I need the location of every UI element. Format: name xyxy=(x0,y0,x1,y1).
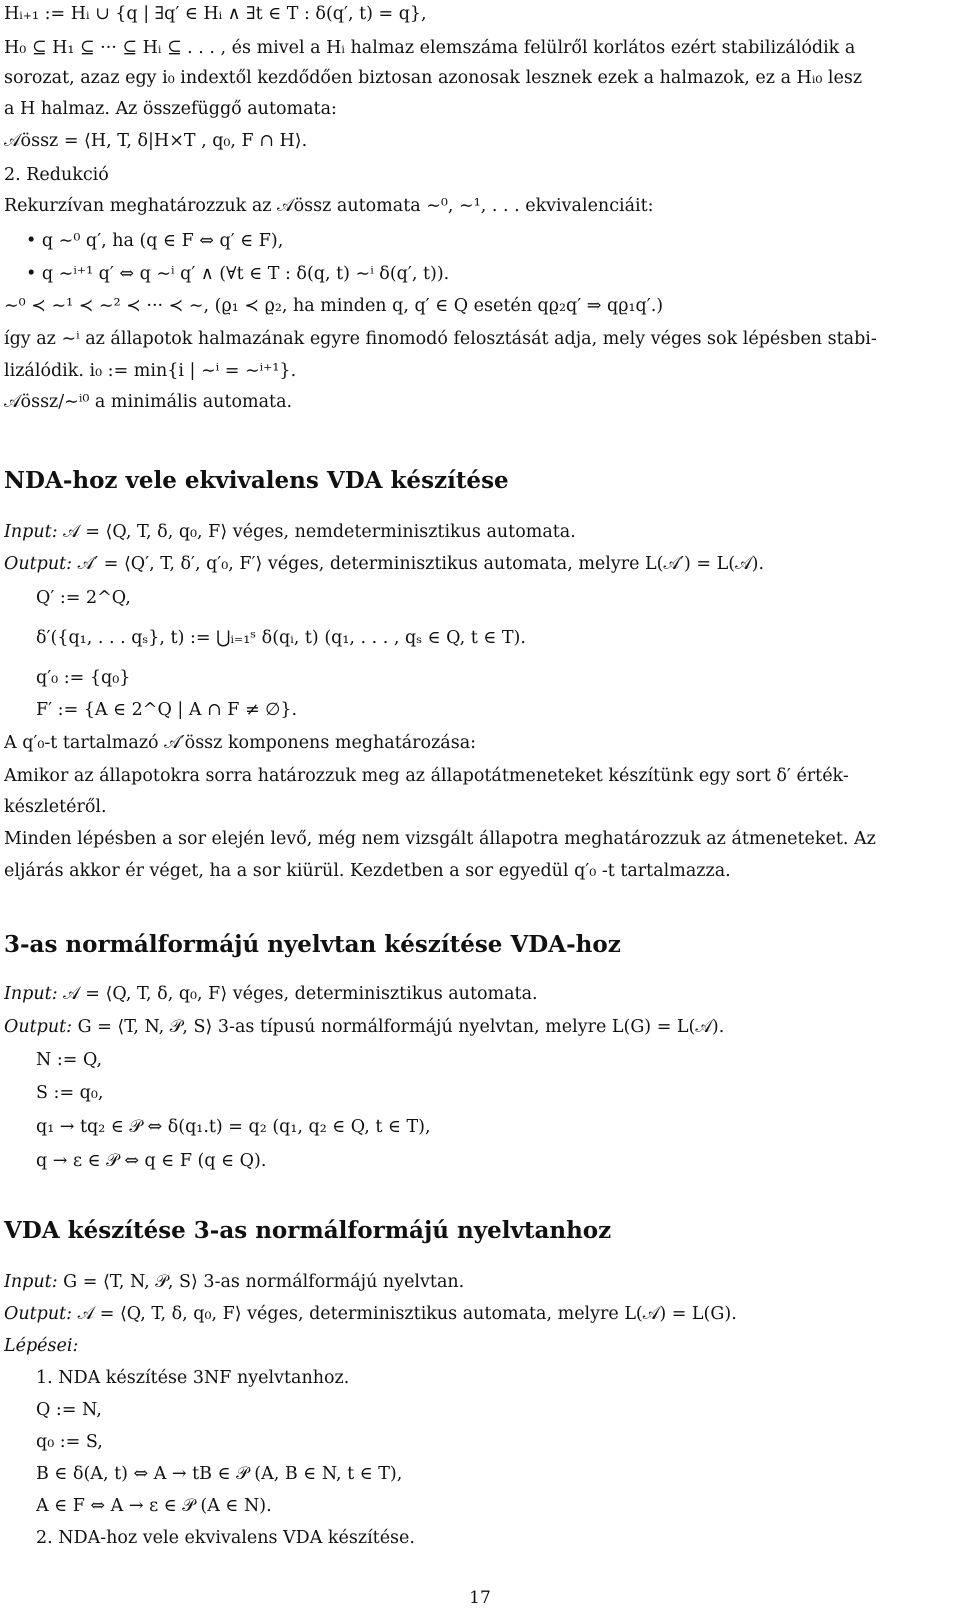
bullet-item: • q ∼⁰ q′, ha (q ∈ F ⇔ q′ ∈ F), xyxy=(26,231,284,251)
text-line: készletéről. xyxy=(4,797,107,817)
input-line xyxy=(4,982,944,1006)
output-line xyxy=(4,552,944,576)
definition-line: Q′ := 2^Q, xyxy=(36,588,131,608)
step-line: 1. NDA készítése 3NF nyelvtanhoz. xyxy=(36,1368,350,1388)
output-text: G = ⟨T, N, 𝒫, S⟩ 3-as típusú normálformájú nyelvtan, melyre L(G) = L(𝒜). xyxy=(77,1017,725,1037)
definition-line: q′₀ := {q₀} xyxy=(36,668,131,688)
input-text: G = ⟨T, N, 𝒫, S⟩ 3-as normálformájú nyelvtan. xyxy=(63,1272,465,1292)
text-line: lizálódik. i₀ := min{i | ∼ⁱ = ∼ⁱ⁺¹}. xyxy=(4,361,297,381)
definition-line: N := Q, xyxy=(36,1050,103,1070)
input-line xyxy=(4,520,944,544)
output-label: Output: xyxy=(4,554,73,574)
text-line: A q′₀-t tartalmazó 𝒜′össz komponens meghatározása: xyxy=(4,733,477,753)
definition-line: δ′({q₁, . . . qₛ}, t) := ⋃ᵢ₌₁ˢ δ(qᵢ, t) (q₁, . . . , qₛ ∈ Q, t ∈ T). xyxy=(36,628,526,648)
text-line: Minden lépésben a sor elején levő, még nem vizsgált állapotra meghatározzuk az átmeneteket. Az xyxy=(4,829,876,849)
formula-line: ∼⁰ ≺ ∼¹ ≺ ∼² ≺ ··· ≺ ∼, (ϱ₁ ≺ ϱ₂, ha minden q, q′ ∈ Q esetén qϱ₂q′ ⇒ qϱ₁q′.) xyxy=(4,296,664,316)
input-label: Input: xyxy=(4,522,58,542)
definition-line: q → ε ∈ 𝒫 ⇔ q ∈ F (q ∈ Q). xyxy=(36,1151,267,1171)
output-label: Output: xyxy=(4,1304,73,1324)
subsection-label: 2. Redukció xyxy=(4,165,109,185)
output-line xyxy=(4,1015,944,1039)
input-text: 𝒜 = ⟨Q, T, δ, q₀, F⟩ véges, nemdeterminisztikus automata. xyxy=(63,522,576,542)
output-line xyxy=(4,1302,944,1326)
step-line: 2. NDA-hoz vele ekvivalens VDA készítése. xyxy=(36,1528,415,1548)
input-line xyxy=(4,1270,944,1294)
text-line: Hᵢ₊₁ := Hᵢ ∪ {q | ∃q′ ∈ Hᵢ ∧ ∃t ∈ T : δ(q′, t) = q}, xyxy=(4,4,427,24)
formula-line: 𝒜össz = ⟨H, T, δ|H×T , q₀, F ∩ H⟩. xyxy=(4,131,308,151)
text-line: a H halmaz. Az összefüggő automata: xyxy=(4,99,337,119)
step-line: Q := N, xyxy=(36,1400,102,1420)
text-line: Rekurzívan meghatározzuk az 𝒜össz automata ∼⁰, ∼¹, . . . ekvivalenciáit: xyxy=(4,196,654,216)
step-line: B ∈ δ(A, t) ⇔ A → tB ∈ 𝒫 (A, B ∈ N, t ∈ T), xyxy=(36,1464,403,1484)
text-line: így az ∼ⁱ az állapotok halmazának egyre finomodó felosztását adja, mely véges sok lépésben stabi- xyxy=(4,329,877,349)
step-line: A ∈ F ⇔ A → ε ∈ 𝒫 (A ∈ N). xyxy=(36,1496,272,1516)
text-line: Amikor az állapotokra sorra határozzuk meg az állapotátmeneteket készítünk egy sort δ′ érték- xyxy=(4,766,849,786)
output-label: Output: xyxy=(4,1017,73,1037)
page-number: 17 xyxy=(469,1588,491,1608)
steps-label: Lépései: xyxy=(4,1336,79,1356)
text-line: H₀ ⊆ H₁ ⊆ ··· ⊆ Hᵢ ⊆ . . . , és mivel a Hᵢ halmaz elemszáma felülről korlátos ezért stabilizálódik a xyxy=(4,38,856,58)
definition-line: q₁ → tq₂ ∈ 𝒫 ⇔ δ(q₁.t) = q₂ (q₁, q₂ ∈ Q, t ∈ T), xyxy=(36,1117,431,1137)
section-heading: 3-as normálformájú nyelvtan készítése VDA-hoz xyxy=(4,931,621,958)
input-label: Input: xyxy=(4,1272,58,1292)
bullet-item: • q ∼ⁱ⁺¹ q′ ⇔ q ∼ⁱ q′ ∧ (∀t ∈ T : δ(q, t) ∼ⁱ δ(q′, t)). xyxy=(26,264,450,284)
text-line: 𝒜össz/∼ⁱ⁰ a minimális automata. xyxy=(4,392,293,412)
input-text: 𝒜 = ⟨Q, T, δ, q₀, F⟩ véges, determinisztikus automata. xyxy=(63,984,538,1004)
section-heading: NDA-hoz vele ekvivalens VDA készítése xyxy=(4,467,509,494)
definition-line: F′ := {A ∈ 2^Q | A ∩ F ≠ ∅}. xyxy=(36,700,298,720)
output-text: 𝒜′ = ⟨Q′, T, δ′, q′₀, F′⟩ véges, determinisztikus automata, melyre L(𝒜′) = L(𝒜). xyxy=(77,554,765,574)
input-label: Input: xyxy=(4,984,58,1004)
text-line: sorozat, azaz egy i₀ indextől kezdődően biztosan azonosak lesznek ezek a halmazok, ez a Hᵢ₀ lesz xyxy=(4,68,863,88)
text-line: eljárás akkor ér véget, ha a sor kiürül. Kezdetben a sor egyedül q′₀ -t tartalmazza. xyxy=(4,861,731,881)
section-heading: VDA készítése 3-as normálformájú nyelvtanhoz xyxy=(4,1217,612,1244)
output-text: 𝒜 = ⟨Q, T, δ, q₀, F⟩ véges, determinisztikus automata, melyre L(𝒜) = L(G). xyxy=(77,1304,737,1324)
step-line: q₀ := S, xyxy=(36,1432,103,1452)
definition-line: S := q₀, xyxy=(36,1083,104,1103)
